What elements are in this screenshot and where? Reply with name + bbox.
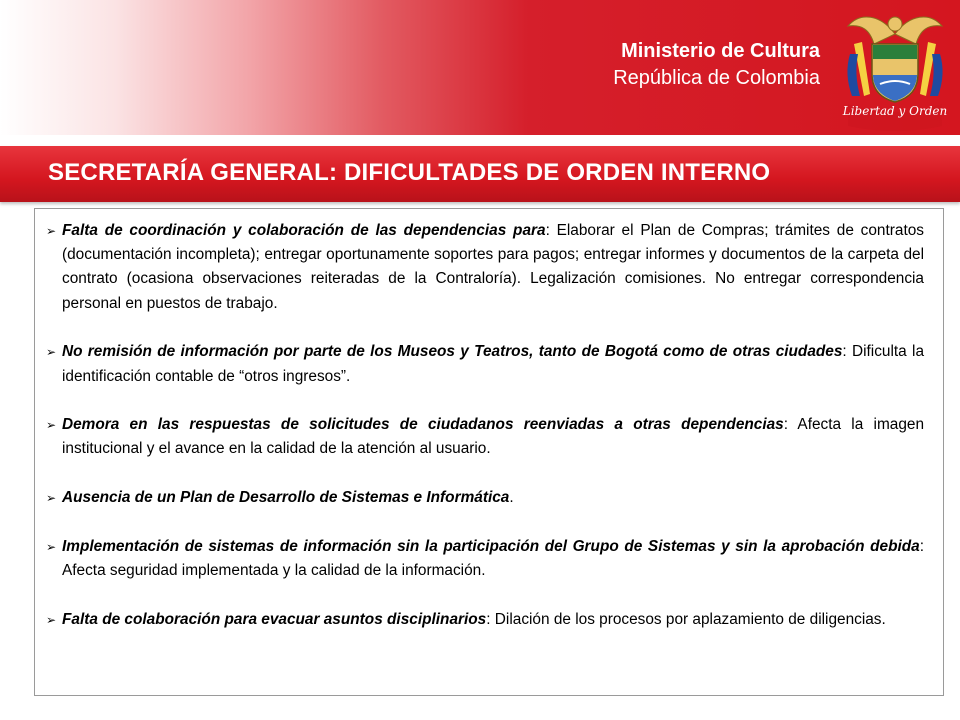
item-text: : Dificulta la identificación contable de “otros ingresos”. (62, 343, 925, 385)
bullet-list (46, 219, 924, 656)
title-bar (0, 146, 960, 202)
page-title: SECRETARÍA GENERAL: DIFICULTADES DE ORDEN INTERNO (48, 159, 771, 186)
arrow-bullet-icon: ➢ (46, 224, 57, 238)
item-lead: Falta de colaboración para evacuar asuntos disciplinarios (62, 610, 487, 628)
item-text: : Afecta la imagen institucional y el avance en la calidad de la atención al usuario. (62, 416, 925, 458)
crest-motto: Libertad y Orden (842, 104, 948, 118)
list-item (46, 219, 924, 316)
item-lead: Ausencia de un Plan de Desarrollo de Sistemas e Informática (62, 489, 510, 507)
item-text: : Elaborar el Plan de Compras; trámites de contratos (documentación incompleta); entregar oportunamente soportes para pagos; entregar informes y documentos de la carpeta del contrato (ocasiona observaciones reiteradas de la Contraloría). Legalización comisiones. No entregar correspondencia personal en puestos de trabajo. (62, 222, 924, 312)
list-item (46, 608, 924, 632)
country-name: República de Colombia (613, 67, 820, 89)
item-text: : Dilación de los procesos por aplazamiento de diligencias. (486, 610, 886, 628)
item-text: : Afecta seguridad implementada y la calidad de la información. (62, 537, 924, 580)
list-item (46, 535, 924, 583)
item-lead: Implementación de sistemas de información sin la participación del Grupo de Sistemas y sin la aprobación debida (62, 537, 920, 555)
ministry-name: Ministerio de Cultura (621, 40, 820, 62)
item-lead: Demora en las respuestas de solicitudes de ciudadanos reenviadas a otras dependencias (62, 416, 784, 434)
list-item (46, 486, 924, 510)
item-lead: Falta de coordinación y colaboración de las dependencias para (62, 222, 546, 239)
arrow-bullet-icon: ➢ (46, 345, 57, 360)
arrow-bullet-icon: ➢ (46, 539, 57, 554)
ministry-block (613, 38, 820, 92)
arrow-bullet-icon: ➢ (46, 418, 57, 433)
item-lead: No remisión de información por parte de los Museos y Teatros, tanto de Bogotá como de otras ciudades (62, 343, 843, 361)
arrow-bullet-icon: ➢ (46, 612, 57, 627)
list-item (46, 340, 924, 388)
arrow-bullet-icon: ➢ (46, 491, 57, 506)
list-item (46, 413, 924, 461)
header-banner (0, 0, 960, 135)
item-text: . (509, 489, 514, 507)
